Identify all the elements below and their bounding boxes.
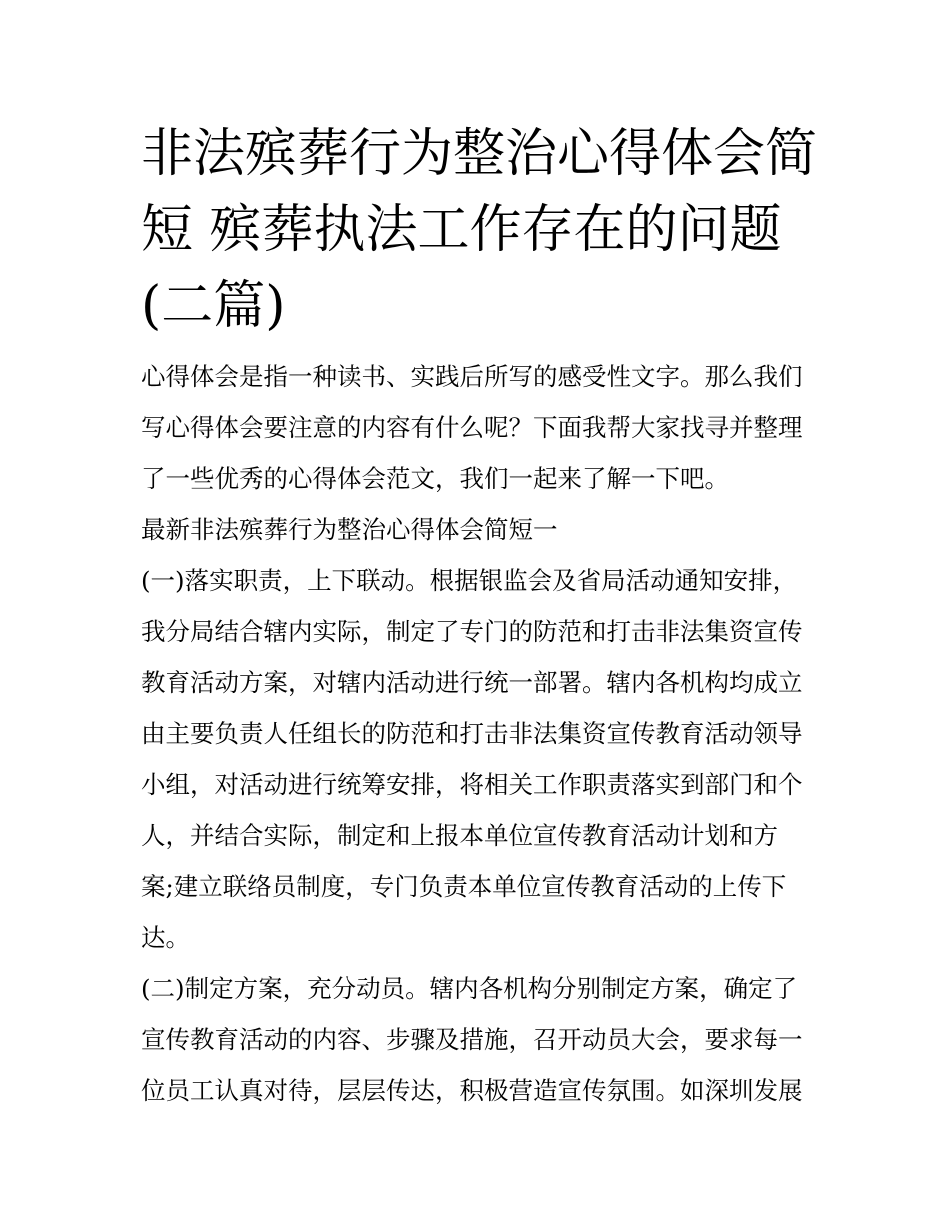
body-line: 位员工认真对待，层层传达，积极营造宣传氛围。如深圳发展	[141, 1076, 803, 1105]
title-line: 非法殡葬行为整治心得体会简	[141, 124, 818, 184]
section-heading: 最新非法殡葬行为整治心得体会简短一	[141, 515, 558, 544]
document-title	[141, 116, 818, 344]
body-line: (一)落实职责，上下联动。根据银监会及省局活动通知安排，	[141, 566, 798, 595]
body-line: 案;建立联络员制度，专门负责本单位宣传教育活动的上传下	[141, 872, 787, 901]
title-line: 短 殡葬执法工作存在的问题	[141, 200, 782, 260]
body-line: 我分局结合辖内实际，制定了专门的防范和打击非法集资宣传	[141, 617, 803, 646]
title-line: (二篇)	[141, 276, 286, 336]
body-line-intro-1: 心得体会是指一种读书、实践后所写的感受性文字。那么我们	[141, 362, 803, 391]
document-content	[141, 116, 818, 1116]
body-line: 达。	[141, 923, 190, 952]
body-line: (二)制定方案，充分动员。辖内各机构分别制定方案，确定了	[141, 974, 798, 1003]
body-line: 教育活动方案，对辖内活动进行统一部署。辖内各机构均成立	[141, 668, 803, 697]
body-line: 宣传教育活动的内容、步骤及措施，召开动员大会，要求每一	[141, 1025, 803, 1054]
body-line: 由主要负责人任组长的防范和打击非法集资宣传教育活动领导	[141, 719, 803, 748]
body-line: 人，并结合实际，制定和上报本单位宣传教育活动计划和方	[141, 821, 778, 850]
body-line-intro-2: 写心得体会要注意的内容有什么呢？下面我帮大家找寻并整理	[141, 413, 803, 442]
document-body	[141, 351, 813, 1116]
body-line: 小组，对活动进行统筹安排，将相关工作职责落实到部门和个	[141, 770, 803, 799]
body-line-intro-3: 了一些优秀的心得体会范文，我们一起来了解一下吧。	[141, 464, 729, 493]
